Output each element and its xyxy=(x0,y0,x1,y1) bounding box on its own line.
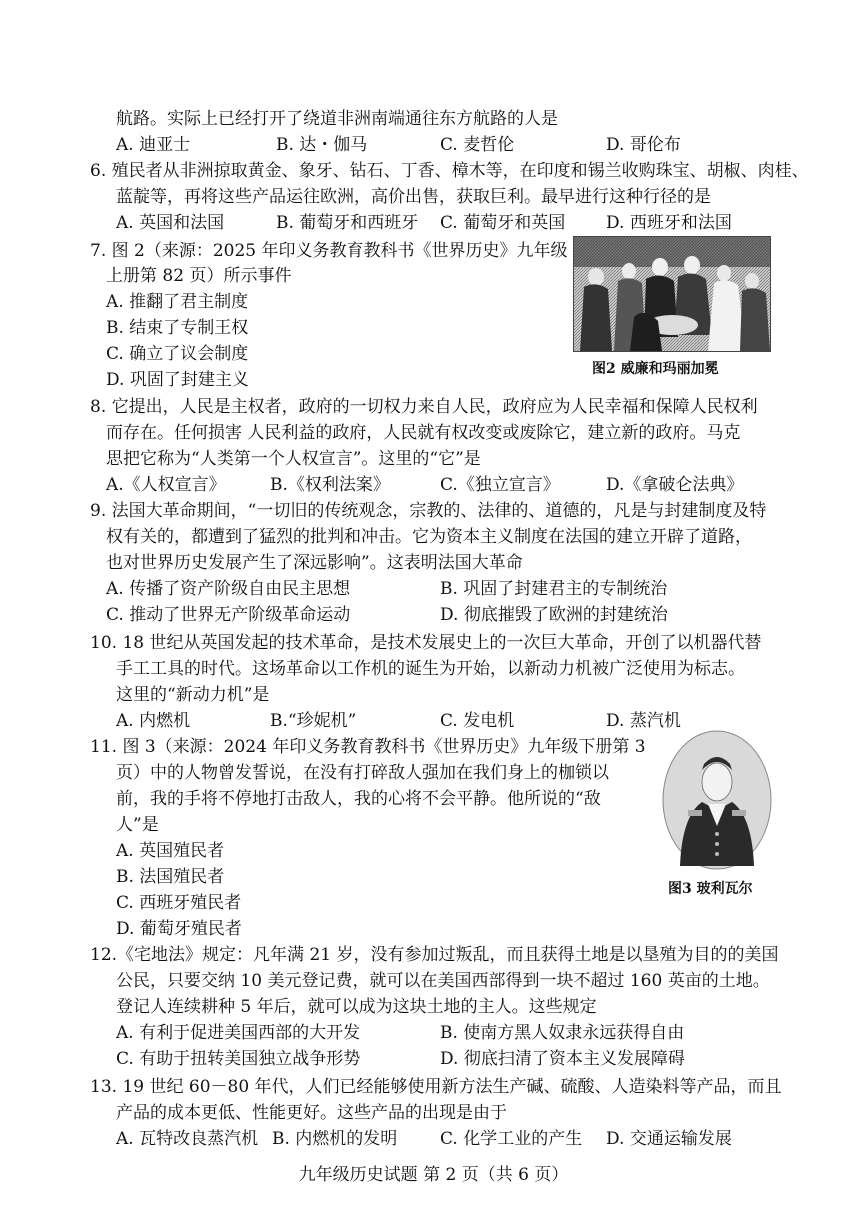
q9-option-c: C. 推动了世界无产阶级革命运动 xyxy=(106,605,351,625)
q12-option-c: C. 有助于扭转美国独立战争形势 xyxy=(116,1049,361,1069)
q10-option-b: B.“珍妮机” xyxy=(270,711,357,731)
figure2-caption: 图2 威廉和玛丽加冕 xyxy=(592,361,719,377)
q7-stem-line1: 7. 图 2（来源：2025 年印义务教育教科书《世界历史》九年级 xyxy=(90,241,568,261)
q10-stem-line1: 10. 18 世纪从英国发起的技术革命，是技术发展史上的一次巨大革命，开创了以机器代替 xyxy=(90,633,762,653)
q7-option-b: B. 结束了专制王权 xyxy=(106,318,249,338)
q7-option-d: D. 巩固了封建主义 xyxy=(106,370,249,390)
q7-option-a: A. 推翻了君主制度 xyxy=(106,292,249,312)
q8-stem-line1: 8. 它提出，人民是主权者，政府的一切权力来自人民，政府应为人民幸福和保障人民权利 xyxy=(90,397,758,417)
q6-option-d: D. 西班牙和法国 xyxy=(606,213,732,233)
coronation-engraving-image xyxy=(573,236,771,352)
q13-stem-line1: 13. 19 世纪 60－80 年代，人们已经能够使用新方法生产碱、硫酸、人造染料等产品，而且 xyxy=(90,1077,782,1097)
bolivar-portrait-image xyxy=(662,730,772,870)
q5-stem-line1: 航路。实际上已经打开了绕道非洲南端通往东方航路的人是 xyxy=(116,109,558,129)
q13-option-b: B. 内燃机的发明 xyxy=(272,1129,398,1149)
q5-option-a: A. 迪亚士 xyxy=(116,135,191,155)
q9-option-d: D. 彻底摧毁了欧洲的封建统治 xyxy=(440,605,668,625)
q7-option-c: C. 确立了议会制度 xyxy=(106,344,249,364)
q11-option-a: A. 英国殖民者 xyxy=(116,841,225,861)
q11-option-c: C. 西班牙殖民者 xyxy=(116,893,242,913)
q6-option-a: A. 英国和法国 xyxy=(116,213,225,233)
q6-option-b: B. 葡萄牙和西班牙 xyxy=(276,213,419,233)
q8-option-d: D.《拿破仑法典》 xyxy=(606,475,744,495)
q7-stem-line2: 上册第 82 页）所示事件 xyxy=(106,266,292,286)
q10-option-c: C. 发电机 xyxy=(440,711,515,731)
q11-stem-line4: 人”是 xyxy=(116,815,159,835)
q11-stem-line2: 页）中的人物曾发誓说，在没有打碎敌人强加在我们身上的枷锁以 xyxy=(116,763,609,783)
q11-stem-line3: 前，我的手将不停地打击敌人，我的心将不会平静。他所说的“敌 xyxy=(116,789,601,809)
q8-stem-line2: 而存在。任何损害 人民利益的政府，人民就有权改变或废除它，建立新的政府。马克 xyxy=(106,423,741,443)
q12-option-d: D. 彻底扫清了资本主义发展障碍 xyxy=(440,1049,685,1069)
q6-option-c: C. 葡萄牙和英国 xyxy=(440,213,566,233)
q11-stem-line1: 11. 图 3（来源：2024 年印义务教育教科书《世界历史》九年级下册第 3 xyxy=(90,737,646,757)
q11-option-b: B. 法国殖民者 xyxy=(116,867,225,887)
page-footer: 九年级历史试题 第 2 页（共 6 页） xyxy=(298,1165,569,1185)
q5-option-d: D. 哥伦布 xyxy=(606,135,681,155)
q12-option-a: A. 有利于促进美国西部的大开发 xyxy=(116,1023,361,1043)
q5-option-c: C. 麦哲伦 xyxy=(440,135,515,155)
q8-option-c: C.《独立宣言》 xyxy=(440,475,560,495)
q6-stem-line1: 6. 殖民者从非洲掠取黄金、象牙、钻石、丁香、樟木等，在印度和锡兰收购珠宝、胡椒、肉桂、 xyxy=(90,161,809,181)
q9-option-a: A. 传播了资产阶级自由民主思想 xyxy=(106,579,351,599)
bolivar-portrait-svg xyxy=(662,730,772,870)
q9-stem-line3: 也对世界历史发展产生了深远影响”。这表明法国大革命 xyxy=(106,553,523,573)
q6-stem-line2: 蓝靛等，再将这些产品运往欧洲，高价出售，获取巨利。最早进行这种行径的是 xyxy=(116,187,711,207)
q8-option-a: A.《人权宣言》 xyxy=(106,475,226,495)
q12-stem-line2: 公民，只要交纳 10 美元登记费，就可以在美国西部得到一块不超过 160 英亩的土地。 xyxy=(116,971,770,991)
q8-option-b: B.《权利法案》 xyxy=(270,475,390,495)
q10-option-a: A. 内燃机 xyxy=(116,711,191,731)
q9-stem-line2: 权有关的，都遭到了猛烈的批判和冲击。它为资本主义制度在法国的建立开辟了道路， xyxy=(106,527,752,547)
q9-option-b: B. 巩固了封建君主的专制统治 xyxy=(440,579,668,599)
q13-option-d: D. 交通运输发展 xyxy=(606,1129,732,1149)
coronation-engraving-svg xyxy=(574,237,770,351)
q8-stem-line3: 思把它称为“人类第一个人权宣言”。这里的“它”是 xyxy=(106,449,481,469)
q10-stem-line2: 手工工具的时代。这场革命以工作机的诞生为开始，以新动力机被广泛使用为标志。 xyxy=(116,659,745,679)
q13-option-c: C. 化学工业的产生 xyxy=(440,1129,583,1149)
q12-stem-line1: 12.《宅地法》规定：凡年满 21 岁，没有参加过叛乱，而且获得土地是以垦殖为目的的美国 xyxy=(90,945,779,965)
q9-stem-line1: 9. 法国大革命期间，“一切旧的传统观念，宗教的、法律的、道德的，凡是与封建制度及特 xyxy=(90,501,767,521)
q11-option-d: D. 葡萄牙殖民者 xyxy=(116,919,242,939)
q5-option-b: B. 达・伽马 xyxy=(276,135,368,155)
figure3-caption: 图3 玻利瓦尔 xyxy=(668,881,753,897)
q13-option-a: A. 瓦特改良蒸汽机 xyxy=(116,1129,259,1149)
q12-option-b: B. 使南方黑人奴隶永远获得自由 xyxy=(440,1023,685,1043)
q10-stem-line3: 这里的“新动力机”是 xyxy=(116,685,270,705)
q10-option-d: D. 蒸汽机 xyxy=(606,711,681,731)
q12-stem-line3: 登记人连续耕种 5 年后，就可以成为这块土地的主人。这些规定 xyxy=(116,997,597,1017)
q13-stem-line2: 产品的成本更低、性能更好。这些产品的出现是由于 xyxy=(116,1103,507,1123)
